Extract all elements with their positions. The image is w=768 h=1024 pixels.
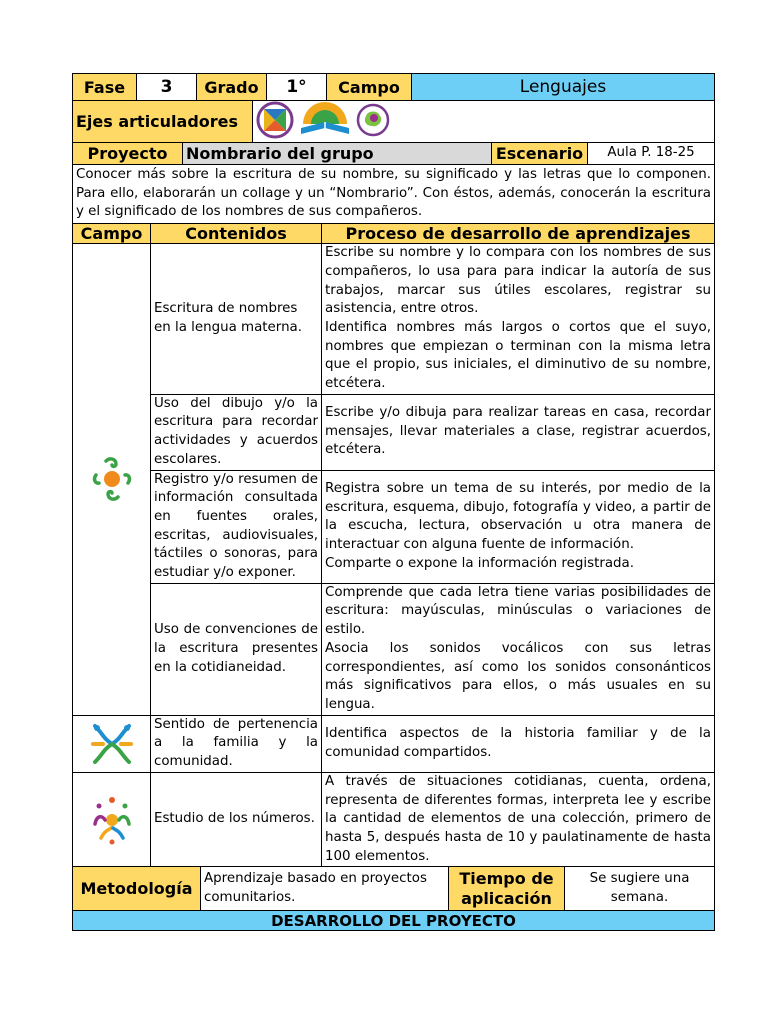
content-table bbox=[72, 223, 715, 867]
col-header-contenidos: Contenidos bbox=[151, 224, 322, 244]
proceso-cell: A través de situaciones cotidianas, cuenta, ordena, representa de diferentes formas, interpreta lee y escribe la cantidad de elementos de una colección, primero de hasta 5, después hasta de 10 y paulatinamente de hasta 100 elementos. bbox=[322, 772, 715, 867]
contenido-cell: Estudio de los números. bbox=[151, 772, 322, 867]
table-row bbox=[73, 394, 715, 470]
campo-value: Lenguajes bbox=[412, 74, 715, 101]
proyecto-table bbox=[72, 142, 715, 165]
metodologia-value: Aprendizaje basado en proyectos comunitarios. bbox=[201, 867, 449, 911]
metodologia-label: Metodología bbox=[73, 867, 201, 911]
campo-cell-saberes bbox=[73, 772, 151, 867]
table-row bbox=[73, 583, 715, 715]
proceso-cell: Registra sobre un tema de su interés, por medio de la escritura, esquema, dibujo, fotografía y video, a partir de la escucha, lectura, observación u otra manera de interactuar con alguna fuente de información. Comparte o expone la información registrada. bbox=[322, 470, 715, 583]
metodologia-table bbox=[72, 866, 715, 911]
table-row bbox=[73, 244, 715, 395]
table-row bbox=[73, 772, 715, 867]
grado-label: Grado bbox=[197, 74, 267, 101]
ejes-label: Ejes articuladores bbox=[73, 101, 253, 143]
contenido-cell: Sentido de pertenencia a la familia y la comunidad. bbox=[151, 715, 322, 772]
project-description: Conocer más sobre la escritura de su nombre, su significado y las letras que lo componen. Para ello, elaborarán un collage y un “Nombrario”. Con éstos, además, conocerán la escritura y el significado de los nombres de sus compañeros. bbox=[73, 165, 715, 224]
contenido-cell: Uso de convenciones de la escritura presentes en la cotidianeidad. bbox=[151, 583, 322, 715]
campo-label: Campo bbox=[327, 74, 412, 101]
contenido-cell: Escritura de nombres en la lengua materna. bbox=[151, 244, 322, 395]
desarrollo-proyecto-heading: DESARROLLO DEL PROYECTO bbox=[73, 911, 715, 931]
ejes-table bbox=[72, 100, 715, 143]
footer-table bbox=[72, 910, 715, 931]
escenario-value: Aula P. 18-25 bbox=[588, 143, 715, 165]
planning-document bbox=[72, 73, 715, 931]
saberes-campo-icon bbox=[87, 794, 137, 846]
lenguajes-campo-icon bbox=[90, 453, 134, 505]
ejes-icons bbox=[253, 101, 715, 143]
proceso-cell: Identifica aspectos de la historia familiar y de la comunidad compartidos. bbox=[322, 715, 715, 772]
col-header-proceso: Proceso de desarrollo de aprendizajes bbox=[322, 224, 715, 244]
proceso-cell: Escribe su nombre y lo compara con los nombres de sus compañeros, lo usa para para indicar la autoría de sus trabajos, marcar sus útiles escolares, registrar su asistencia, entre otros. Identifica nombres más largos o cortos que el suyo, nombres que empiezan o terminan con la misma letra que el propio, sus iniciales, el diminutivo de su nombre, etcétera. bbox=[322, 244, 715, 395]
proyecto-value: Nombrario del grupo bbox=[183, 143, 492, 165]
table-row bbox=[73, 470, 715, 583]
grado-value: 1° bbox=[267, 74, 327, 101]
contenido-cell: Uso del dibujo y/o la escritura para recordar actividades y acuerdos escolares. bbox=[151, 394, 322, 470]
arts-splash-icon bbox=[356, 102, 390, 142]
escenario-label: Escenario bbox=[492, 143, 588, 165]
proceso-cell: Escribe y/o dibuja para realizar tareas en casa, recordar mensajes, llevar materiales a clase, registrar acuerdos, etcétera. bbox=[322, 394, 715, 470]
proceso-cell: Comprende que cada letra tiene varias posibilidades de escritura: mayúsculas, minúsculas o variaciones de estilo. Asocia los sonidos vocálicos con sus letras correspondientes, así como los sonidos consonánticos más significativos para ellos, o más usuales en su lengua. bbox=[322, 583, 715, 715]
tiempo-value: Se sugiere una semana. bbox=[565, 867, 715, 911]
table-row bbox=[73, 715, 715, 772]
tiempo-label: Tiempo de aplicación bbox=[449, 867, 565, 911]
contenido-cell: Registro y/o resumen de información consultada en fuentes orales, escritas, audiovisuales, táctiles o sonoras, para estudiar y/o exponer. bbox=[151, 470, 322, 583]
fase-value: 3 bbox=[137, 74, 197, 101]
campo-cell-etica bbox=[73, 715, 151, 772]
description-table bbox=[72, 164, 715, 224]
campo-cell-lenguajes bbox=[73, 244, 151, 716]
fase-label: Fase bbox=[73, 74, 137, 101]
etica-naturaleza-campo-icon bbox=[89, 720, 135, 768]
reading-books-icon bbox=[297, 102, 353, 142]
proyecto-label: Proyecto bbox=[73, 143, 183, 165]
header-table bbox=[72, 73, 715, 101]
inclusion-icon bbox=[256, 101, 294, 143]
col-header-campo: Campo bbox=[73, 224, 151, 244]
